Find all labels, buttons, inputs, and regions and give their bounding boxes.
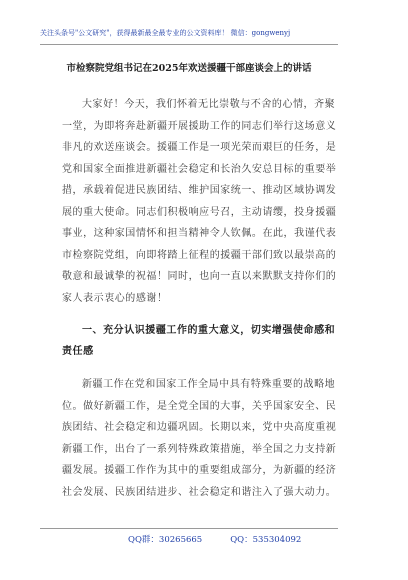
body-paragraph-2: 新疆工作在党和国家工作全局中具有特殊重要的战略地位。做好新疆工作，是全党全国的大事，关乎国家安全、民族团结、社会稳定和边疆巩固。长期以来，党中央高度重视新疆工作，出台了一系列特殊政策措施，举全国之力支持新疆发展。援疆工作作为其中的重要组成部分，为新疆的经济社会发展、民族团结进步、社会稳定和谐注入了强大动力。 [62,379,337,498]
section-heading-1: 一、充分认识援疆工作的重大意义，切实增强使命感和责任感 [62,325,336,357]
body-paragraph-1: 大家好！今天，我们怀着无比崇敬与不舍的心情，齐聚一堂，为即将奔赴新疆开展援助工作的同志们举行这场意义非凡的欢送座谈会。援疆工作是一项光荣而艰巨的任务，是党和国家全面推进新疆社会稳定和长治久安总目标的重要举措，承载着促进民族团结、维护国家统一、推动区域协调发展的重大使命。同志们积极响应号召，主动请缨，投身援疆事业，这种家国情怀和担当精神令人钦佩。在此，我谨代表市检察院党组，向即将踏上征程的援疆干部们致以最崇高的敬意和最诚挚的祝福！同时，也向一直以来默默支持你们的家人表示衷心的感谢！ [62,99,337,304]
header-divider [40,44,338,45]
footer-divider [40,528,338,529]
footer-contacts [128,534,301,546]
document-title: 市检察院党组书记在2025年欢送援疆干部座谈会上的讲话 [66,63,312,74]
footer-qq-group: QQ群：30265665 [128,535,203,545]
header-banner: 关注头条号"公文研究"，获得最新最全最专业的公文资料库！ 微信：gongwenyj [40,29,291,37]
footer-qq-number: QQ：535304092 [230,535,302,545]
